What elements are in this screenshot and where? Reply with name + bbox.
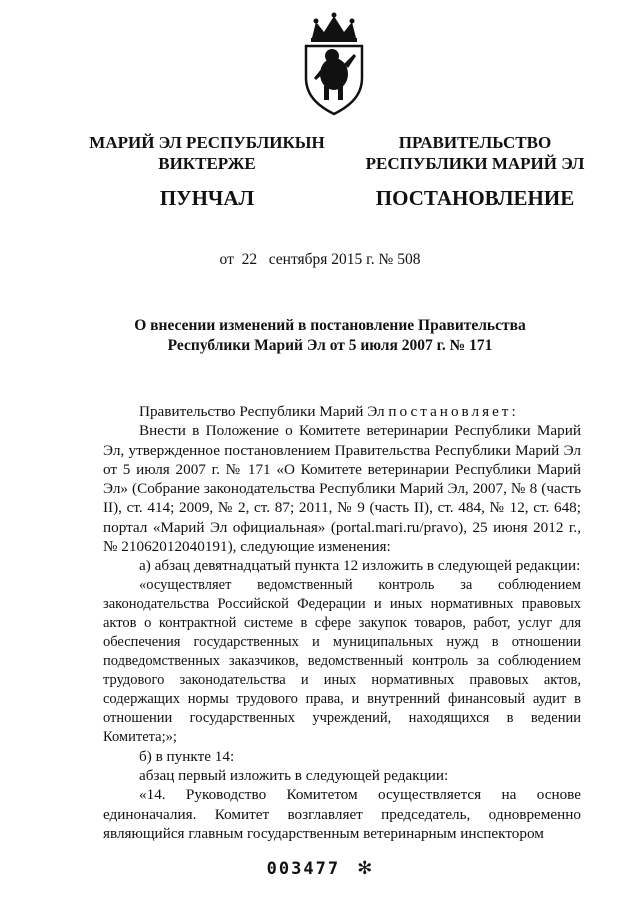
paragraph-item-14: «14. Руководство Комитетом осуществляется на основе единоначалия. Комитет возглавляет председатель, одновременно являющийся главным государственным ветеринарным инспектором bbox=[103, 786, 581, 842]
paragraph-quoted-text: «осуществляет ведомственный контроль за соблюдением законодательства Российской Федерации и иных нормативных правовых актов о контрактной системе в сфере закупок товаров, работ, услуг для обеспечения государственных и муниципальных нужд в отношении подведомственных заказчиков, ведомственный контроль за соблюдением трудового законодательства и иных нормативных правовых актов, содержащих нормы трудового права, и внутренний финансовый аудит в отношении государственных учреждений, находящихся в ведении Комитета;»; bbox=[103, 576, 581, 745]
asterisk-mark-icon: ✻ bbox=[358, 855, 374, 880]
coat-of-arms-emblem bbox=[294, 8, 374, 118]
paragraph-subitem-b: б) в пункте 14: bbox=[139, 747, 235, 765]
preamble bbox=[103, 402, 581, 421]
header-right-line1: ПРАВИТЕЛЬСТВО bbox=[398, 133, 552, 152]
serial-digits: 003477 bbox=[266, 859, 341, 879]
paragraph-subitem-a: а) абзац девятнадцатый пункта 12 изложить в следующей редакции: bbox=[139, 557, 581, 575]
document-body bbox=[103, 402, 581, 843]
paragraph-amendment-intro: Внести в Положение о Комитете ветеринарии Республики Марий Эл, утвержденное постановлением Правительства Республики Марий Эл от 5 июля 2007 г. № 171 «О Комитете ветеринарии Республики Марий Эл» (Собрание законодательства Республики Марий Эл, 2007, № 8 (часть II), ст. 414; 2009, № 2, ст. 87; 2011, № 9 (часть II), ст. 484, № 12, ст. 648; портал «Марий Эл официальная» (portal.mari.ru/pravo), 25 июня 2012 г., № 21062012040191), следующие изменения: bbox=[103, 422, 581, 556]
header-left-doc-type: ПУНЧАЛ bbox=[159, 186, 255, 210]
preamble-resolves: постановляет: bbox=[388, 403, 519, 420]
title-line2: Республики Марий Эл от 5 июля 2007 г. № 171 bbox=[167, 337, 493, 354]
preamble-start: Правительство Республики Марий Эл bbox=[139, 403, 389, 420]
header-left-line1: МАРИЙ ЭЛ РЕСПУБЛИКЫН bbox=[89, 133, 325, 152]
title-line1: О внесении изменений в постановление Правительства bbox=[134, 317, 526, 334]
serial-number bbox=[0, 855, 640, 880]
header-left-line2: ВИКТЕРЖЕ bbox=[158, 154, 256, 173]
header-marii bbox=[72, 132, 342, 209]
header-right-line2: РЕСПУБЛИКИ МАРИЙ ЭЛ bbox=[365, 154, 585, 173]
header-right-doc-type: ПОСТАНОВЛЕНИЕ bbox=[375, 186, 575, 210]
date-and-number: от 22 сентября 2015 г. № 508 bbox=[219, 251, 421, 268]
header-russian bbox=[340, 132, 610, 209]
paragraph-first-abzac: абзац первый изложить в следующей редакции: bbox=[139, 766, 449, 784]
crown-icon bbox=[311, 13, 357, 43]
document-title bbox=[90, 316, 570, 356]
